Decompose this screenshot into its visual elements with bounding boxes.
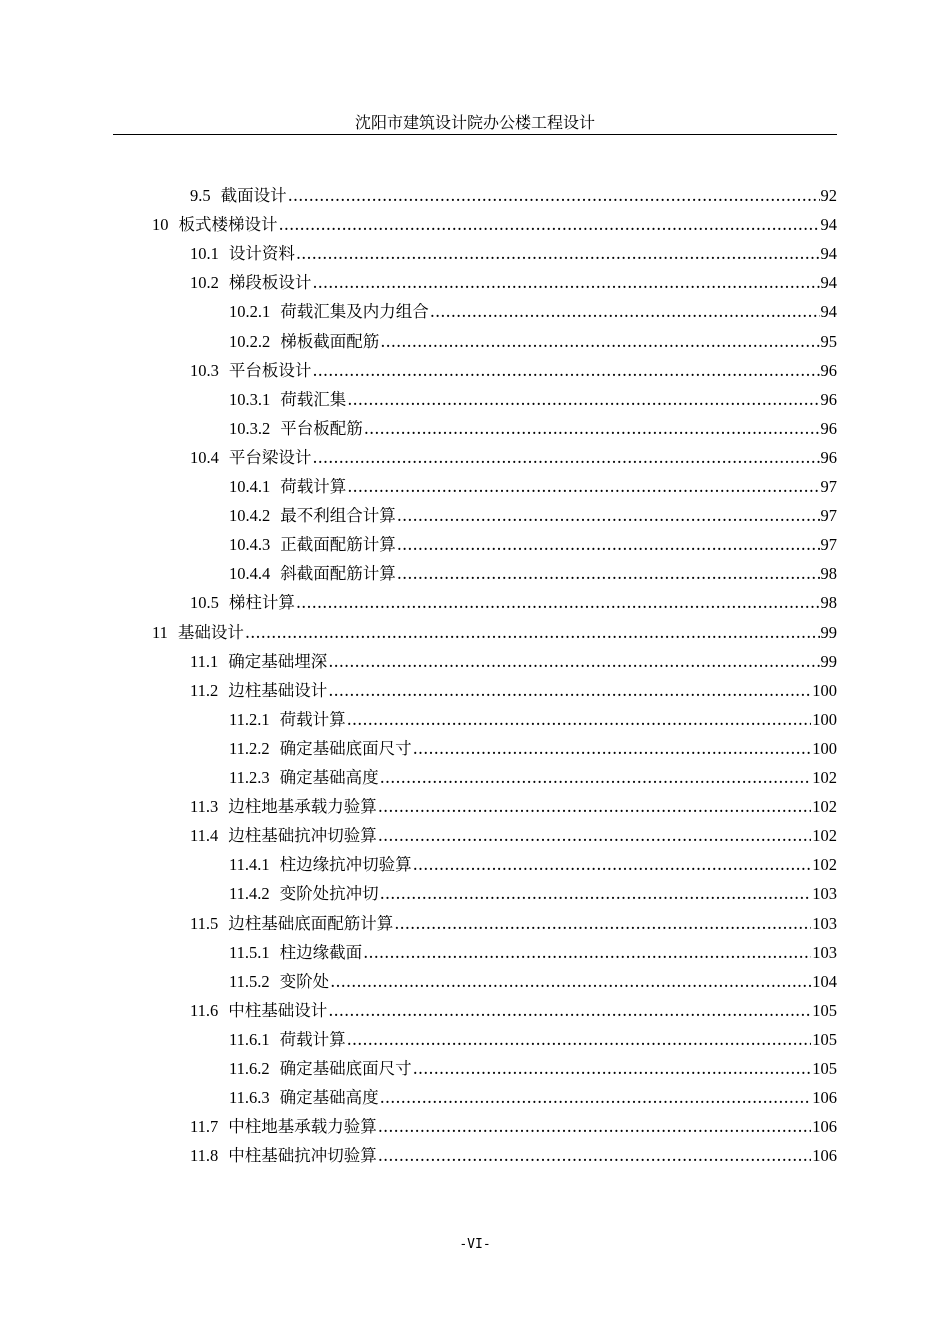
toc-entry[interactable] <box>229 414 837 443</box>
toc-entry-number: 11.4 <box>190 826 219 846</box>
toc-entry-page: 105 <box>812 1029 837 1049</box>
toc-entry-page: 96 <box>820 389 837 409</box>
toc-entry[interactable] <box>190 792 837 821</box>
toc-entry-number: 9.5 <box>190 186 211 205</box>
toc-dot-leader <box>296 588 820 617</box>
toc-entry-page: 106 <box>812 1117 837 1137</box>
toc-entry-title: 确定基础底面尺寸 <box>279 738 412 758</box>
toc-entry-page: 92 <box>820 186 837 205</box>
toc-entry-page: 100 <box>812 680 837 700</box>
toc-entry-title: 荷载计算 <box>279 709 346 729</box>
toc-entry[interactable] <box>229 385 837 414</box>
toc-dot-leader <box>347 385 819 414</box>
toc-entry[interactable] <box>229 938 837 967</box>
toc-entry-page: 100 <box>812 738 837 758</box>
toc-entry-page: 94 <box>820 302 837 322</box>
toc-entry-title: 平台板设计 <box>228 360 312 380</box>
toc-dot-leader <box>330 967 811 996</box>
toc-entry-number: 10.1 <box>190 244 219 264</box>
toc-entry-title: 变阶处抗冲切 <box>279 884 379 904</box>
toc-dot-leader <box>413 1054 812 1083</box>
toc-entry-number: 10.2.1 <box>229 302 271 322</box>
page-header-title: 沈阳市建筑设计院办公楼工程设计 <box>354 113 595 132</box>
toc-entry-number: 11.5.1 <box>229 942 270 962</box>
toc-entry-page: 94 <box>820 244 837 264</box>
toc-entry-number: 10.3 <box>190 360 219 380</box>
toc-dot-leader <box>312 268 819 297</box>
toc-entry-page: 98 <box>820 593 837 613</box>
toc-entry[interactable] <box>229 1083 837 1112</box>
toc-dot-leader <box>397 530 820 559</box>
toc-entry-number: 11.2.1 <box>229 709 270 729</box>
toc-entry[interactable] <box>229 297 837 326</box>
toc-entry-number: 10.3.2 <box>229 418 271 438</box>
toc-dot-leader <box>347 705 812 734</box>
toc-entry-page: 96 <box>820 418 837 438</box>
toc-entry-number: 11.6.2 <box>229 1059 270 1078</box>
toc-dot-leader <box>394 909 811 938</box>
toc-entry-number: 10.5 <box>190 593 219 613</box>
toc-entry-page: 102 <box>812 797 837 817</box>
toc-dot-leader <box>397 559 820 588</box>
toc-entry[interactable] <box>190 268 837 297</box>
toc-dot-leader <box>378 821 811 850</box>
toc-entry-page: 94 <box>820 215 837 235</box>
toc-entry[interactable] <box>229 879 837 908</box>
toc-dot-leader <box>363 938 811 967</box>
page-number: -VI- <box>459 1237 491 1252</box>
toc-entry-title: 确定基础底面尺寸 <box>279 1059 412 1078</box>
toc-entry-page: 99 <box>820 651 837 671</box>
toc-dot-leader <box>378 792 811 821</box>
toc-entry-number: 10.4 <box>190 447 219 467</box>
toc-entry-title: 梯板截面配筋 <box>280 331 380 351</box>
toc-entry[interactable] <box>229 734 837 763</box>
toc-dot-leader <box>378 1112 811 1141</box>
toc-entry-title: 梯段板设计 <box>228 273 312 293</box>
toc-entry-title: 斜截面配筋计算 <box>280 564 396 584</box>
toc-entry[interactable] <box>229 763 837 792</box>
toc-dot-leader <box>347 1025 812 1054</box>
toc-entry-number: 10.2 <box>190 273 219 293</box>
toc-entry-page: 99 <box>820 622 837 642</box>
toc-entry-title: 确定基础高度 <box>279 768 379 787</box>
toc-entry[interactable] <box>229 1054 837 1083</box>
toc-entry-page: 102 <box>812 855 837 875</box>
toc-entry-title: 板式楼梯设计 <box>178 215 278 235</box>
toc-entry-number: 10.3.1 <box>229 389 271 409</box>
toc-entry-title: 边柱基础底面配筋计算 <box>228 913 394 933</box>
toc-dot-leader <box>380 327 819 356</box>
toc-entry[interactable] <box>229 472 837 501</box>
toc-entry[interactable] <box>152 210 837 239</box>
toc-entry-page: 95 <box>820 331 837 351</box>
toc-entry-title: 荷载汇集 <box>280 389 347 409</box>
toc-entry-page: 105 <box>812 1000 837 1020</box>
toc-entry-title: 基础设计 <box>177 622 244 642</box>
toc-entry-number: 11.2.3 <box>229 768 270 787</box>
toc-entry-page: 103 <box>812 942 837 962</box>
toc-entry-page: 96 <box>820 447 837 467</box>
toc-entry-number: 10.4.4 <box>229 564 271 584</box>
toc-dot-leader <box>364 414 820 443</box>
toc-dot-leader <box>245 618 820 647</box>
toc-entry-title: 正截面配筋计算 <box>280 535 396 555</box>
toc-dot-leader <box>380 879 812 908</box>
toc-dot-leader <box>397 501 820 530</box>
toc-entry-page: 104 <box>812 971 837 991</box>
toc-entry-number: 11 <box>152 622 168 642</box>
toc-entry-page: 100 <box>812 709 837 729</box>
toc-dot-leader <box>328 996 811 1025</box>
toc-dot-leader <box>347 472 819 501</box>
toc-entry[interactable] <box>229 530 837 559</box>
toc-entry[interactable] <box>229 705 837 734</box>
toc-entry[interactable] <box>229 850 837 879</box>
toc-entry-title: 柱边缘抗冲切验算 <box>279 855 412 875</box>
toc-entry-number: 11.2 <box>190 680 219 700</box>
toc-entry-page: 103 <box>812 884 837 904</box>
toc-entry-page: 102 <box>812 768 837 787</box>
toc-entry-number: 11.5.2 <box>229 971 270 991</box>
toc-dot-leader <box>430 297 820 326</box>
toc-entry-page: 103 <box>812 913 837 933</box>
toc-entry-page: 97 <box>820 535 837 555</box>
toc-entry-number: 10.2.2 <box>229 331 271 351</box>
toc-entry-title: 中柱基础抗冲切验算 <box>228 1146 377 1166</box>
toc-dot-leader <box>279 210 820 239</box>
toc-entry[interactable] <box>190 996 837 1025</box>
toc-entry[interactable] <box>190 1141 837 1170</box>
toc-entry-title: 柱边缘截面 <box>279 942 363 962</box>
toc-entry-title: 荷载汇集及内力组合 <box>280 302 429 322</box>
toc-dot-leader <box>413 734 812 763</box>
toc-entry-title: 中柱地基承载力验算 <box>228 1117 377 1137</box>
toc-entry[interactable] <box>229 1025 837 1054</box>
toc-entry-number: 10 <box>152 215 169 235</box>
toc-dot-leader <box>328 647 819 676</box>
toc-dot-leader <box>380 1083 812 1112</box>
toc-entry[interactable] <box>190 647 837 676</box>
toc-dot-leader <box>413 850 812 879</box>
toc-entry-title: 荷载计算 <box>279 1029 346 1049</box>
toc-entry[interactable] <box>190 588 837 617</box>
toc-entry[interactable] <box>229 501 837 530</box>
toc-entry[interactable] <box>190 676 837 705</box>
toc-entry[interactable] <box>190 443 837 472</box>
toc-entry-title: 荷载计算 <box>280 477 347 496</box>
toc-entry[interactable] <box>190 1112 837 1141</box>
toc-entry-number: 11.8 <box>190 1146 219 1166</box>
toc-entry-title: 变阶处 <box>279 971 330 991</box>
toc-dot-leader <box>378 1141 811 1170</box>
toc-entry-title: 边柱地基承载力验算 <box>228 797 377 817</box>
toc-dot-leader <box>380 763 812 792</box>
toc-dot-leader <box>312 356 819 385</box>
toc-entry-page: 106 <box>812 1146 837 1166</box>
toc-entry-title: 确定基础高度 <box>279 1088 379 1108</box>
toc-entry-number: 11.7 <box>190 1117 219 1137</box>
toc-entry[interactable] <box>190 239 837 268</box>
toc-entry-page: 96 <box>820 360 837 380</box>
toc-dot-leader <box>312 443 819 472</box>
toc-entry-number: 10.4.1 <box>229 477 271 496</box>
toc-entry-number: 11.6.3 <box>229 1088 270 1108</box>
toc-entry-number: 11.4.1 <box>229 855 270 875</box>
toc-entry-title: 中柱基础设计 <box>228 1000 328 1020</box>
toc-entry-page: 97 <box>820 477 837 496</box>
toc-entry-number: 11.2.2 <box>229 738 270 758</box>
toc-entry-page: 105 <box>812 1059 837 1078</box>
toc-entry-title: 平台板配筋 <box>280 418 363 438</box>
toc-entry-page: 97 <box>820 506 837 526</box>
toc-dot-leader <box>288 181 820 210</box>
toc-dot-leader <box>296 239 820 268</box>
toc-entry-title: 最不利组合计算 <box>280 506 396 526</box>
toc-dot-leader <box>328 676 811 705</box>
toc-entry-number: 10.4.2 <box>229 506 271 526</box>
toc-entry-number: 11.4.2 <box>229 884 270 904</box>
toc-entry[interactable] <box>152 618 837 647</box>
toc-entry[interactable] <box>229 559 837 588</box>
toc-entry-title: 边柱基础设计 <box>228 680 328 700</box>
toc-entry-page: 98 <box>820 564 837 584</box>
toc-entry[interactable] <box>190 821 837 850</box>
toc-entry[interactable] <box>190 909 837 938</box>
toc-entry[interactable] <box>190 356 837 385</box>
toc-entry-title: 截面设计 <box>220 186 287 205</box>
toc-entry-page: 106 <box>812 1088 837 1108</box>
toc-entry-number: 11.1 <box>190 651 219 671</box>
toc-entry-number: 11.6 <box>190 1000 219 1020</box>
toc-entry[interactable] <box>229 327 837 356</box>
toc-entry-number: 11.6.1 <box>229 1029 270 1049</box>
toc-entry-title: 边柱基础抗冲切验算 <box>228 826 377 846</box>
toc-entry-page: 94 <box>820 273 837 293</box>
toc-entry-number: 11.3 <box>190 797 219 817</box>
toc-entry-title: 平台梁设计 <box>228 447 312 467</box>
toc-entry-number: 10.4.3 <box>229 535 271 555</box>
toc-entry[interactable] <box>229 967 837 996</box>
toc-entry-title: 设计资料 <box>228 244 295 264</box>
toc-entry-number: 11.5 <box>190 913 219 933</box>
toc-entry-page: 102 <box>812 826 837 846</box>
toc-entry[interactable] <box>190 181 837 210</box>
header-rule <box>113 134 837 135</box>
toc-entry-title: 确定基础埋深 <box>228 651 328 671</box>
toc-entry-title: 梯柱计算 <box>228 593 295 613</box>
